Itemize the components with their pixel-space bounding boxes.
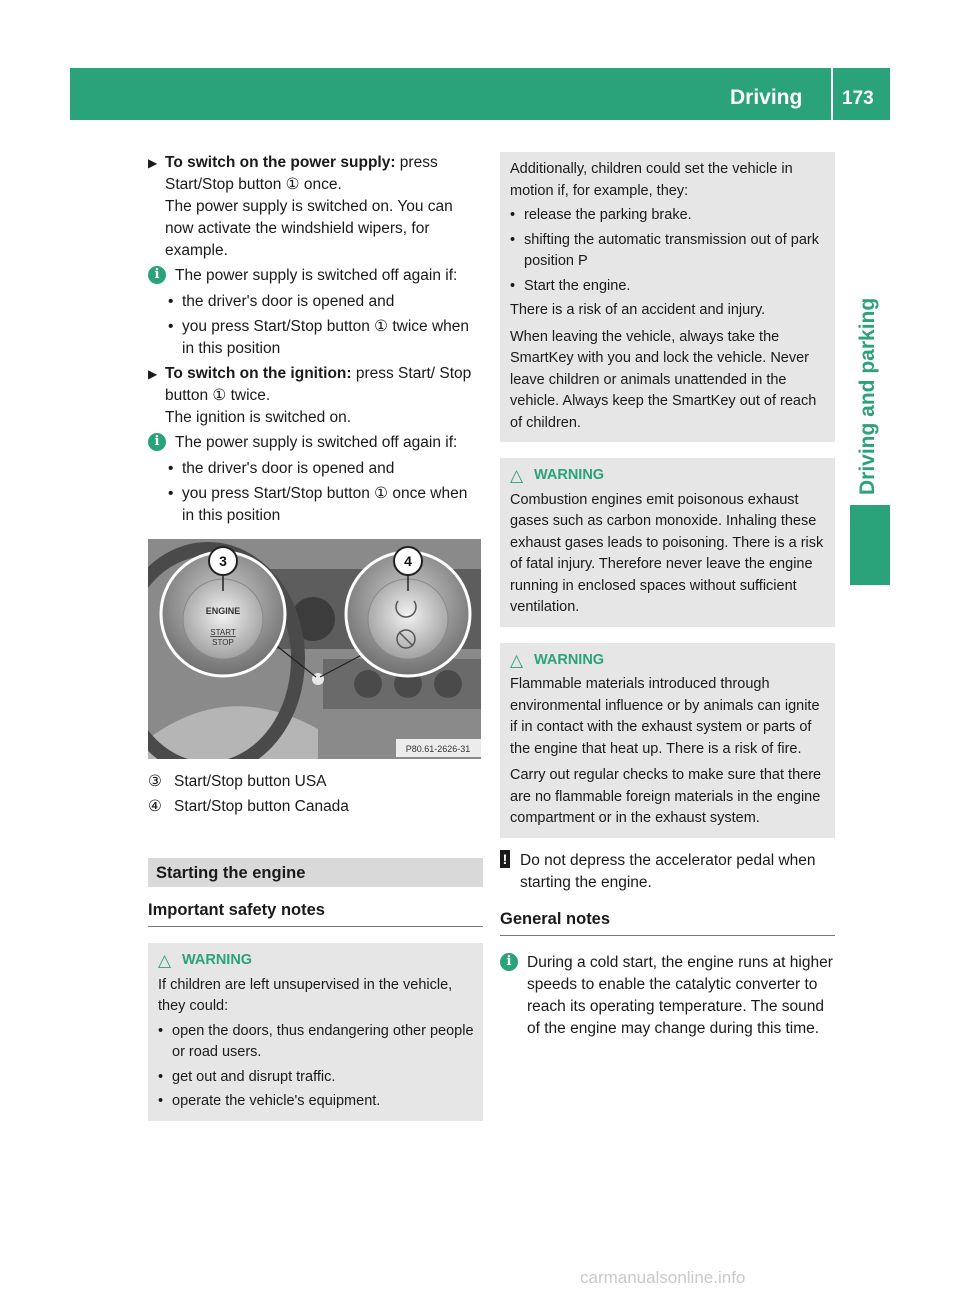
caption-text: Start/Stop button USA [174,773,327,790]
list-item-text: shifting the automatic transmission out of park position P [524,231,819,269]
warning-triangle-icon: △ [510,650,524,670]
bullet-icon: • [158,1068,164,1085]
watermark: carmanualsonline.info [580,1268,746,1287]
warning-heading [510,650,827,672]
list-item [158,1021,475,1064]
warning-box [148,943,483,1121]
step-power-supply [148,152,483,262]
warning-label: WARNING [182,952,253,968]
info-text: The power supply is switched off again if: [175,267,458,284]
warning-heading [158,950,475,972]
warning-text: Combustion engines emit poisonous exhaust gases such as carbon monoxide. Inhaling these exhaust gases leads to poisoning. There is a risk of fatal injury. Therefore never leave the engine running in enclosed spaces without sufficient ventilation. [510,491,824,615]
warning-box [500,458,835,627]
list-item-text: the driver's door is opened and [182,460,395,477]
bullet-icon: • [158,1093,164,1109]
caution-note [500,850,835,894]
box-paragraph: When leaving the vehicle, always take the SmartKey with you and lock the vehicle. Never leave children or animals unattended in the vehicle. Always keep the SmartKey out of reach of children. [510,328,817,431]
bullet-icon: • [510,231,516,248]
list-item-text: you press Start/Stop button ① twice when in this position [182,318,470,357]
warning-label: WARNING [534,651,605,668]
list-item [510,276,827,298]
list-item-text: open the doors, thus endangering other people or road users. [172,1022,474,1060]
list-item-text: get out and disrupt traffic. [172,1068,336,1085]
warning-text: Flammable materials introduced through environmental influence or by animals can ignite if in contact with the exhaust system or parts of the engine that heat up. There is a risk of fire. [510,676,820,757]
stop-label: STOP [212,638,234,647]
info-text: During a cold start, the engine runs at higher speeds to enable the catalytic converter to reach its operating temperature. The sound of the engine may change during this time. [527,953,833,1037]
right-column [500,152,835,1044]
list-item [158,1067,475,1089]
subheading: Important safety notes [148,899,483,927]
bullet-icon: • [168,293,174,310]
info-note [500,952,835,1040]
bullet-icon: • [158,1022,164,1039]
dashboard-illustration [148,539,481,759]
dashboard-figure [148,539,481,759]
bullet-icon: • [510,207,516,223]
side-tab-label: Driving and parking [856,297,879,495]
list-item [148,291,483,313]
warning-box [500,643,835,838]
list-item-text: release the parking brake. [524,207,692,223]
list-item-text: you press Start/Stop button ① once when in this position [182,485,468,524]
step-title: To switch on the power supply: [165,154,396,171]
warning-intro: If children are left unsupervised in the vehicle, they could: [158,976,453,1014]
warning-text: Carry out regular checks to make sure that there are no flammable foreign materials in the engine compartment or in the exhaust system. [510,767,822,826]
figure-code: P80.61-2626-31 [405,744,471,754]
caption-text: Start/Stop button Canada [174,798,349,815]
step-text: press Start/Stop button ① once. [165,154,438,193]
engine-label: ENGINE [205,606,241,616]
warning-triangle-icon: △ [510,466,524,485]
step-text: press Start/ Stop button ① twice. [165,365,472,404]
start-label: START [210,628,236,637]
section-title: Starting the engine [148,858,483,887]
bullet-icon: • [168,485,174,502]
info-text: The power supply is switched off again if: [175,434,458,451]
list-item [158,1091,475,1113]
step-arrow-icon: ▶ [148,367,158,381]
step-arrow-icon: ▶ [148,156,158,170]
warning-label: WARNING [534,467,605,483]
list-item [148,316,483,360]
list-item-text: operate the vehicle's equipment. [172,1093,381,1109]
subheading: General notes [500,908,835,936]
callout-4: 4 [404,553,412,569]
list-item-text: the driver's door is opened and [182,293,395,310]
step-title: To switch on the ignition: [165,365,352,382]
figure-caption [148,796,483,818]
header-divider [831,68,833,120]
info-note [148,265,483,287]
warning-continuation-box [500,152,835,442]
info-note [148,432,483,454]
page-number: 173 [842,88,874,109]
step-ignition [148,363,483,429]
exclamation-icon: ! [500,850,510,868]
caption-number: ④ [148,798,162,815]
callout-3: 3 [219,553,227,569]
list-item [510,205,827,227]
info-icon: i [500,953,518,971]
list-item [148,458,483,480]
warning-triangle-icon: △ [158,951,172,970]
figure-caption [148,771,483,793]
warning-heading [510,465,827,487]
bullet-icon: • [510,277,516,294]
caution-text: Do not depress the accelerator pedal when starting the engine. [520,851,816,891]
step-result: The power supply is switched on. You can now activate the windshield wipers, for example. [165,198,453,259]
bullet-icon: • [168,460,174,477]
info-icon: i [148,266,166,284]
list-item [510,230,827,273]
bullet-icon: • [168,318,174,335]
list-item [148,483,483,527]
list-item-text: Start the engine. [524,277,631,294]
box-intro: Additionally, children could set the vehicle in motion if, for example, they: [510,161,793,199]
left-column [148,152,483,1121]
caption-number: ③ [148,773,162,790]
side-tab [840,245,880,495]
box-paragraph: There is a risk of an accident and injury. [510,302,766,318]
header-title: Driving [730,86,803,109]
side-tab-block [850,505,890,585]
info-icon: i [148,433,166,451]
step-result: The ignition is switched on. [165,409,352,426]
